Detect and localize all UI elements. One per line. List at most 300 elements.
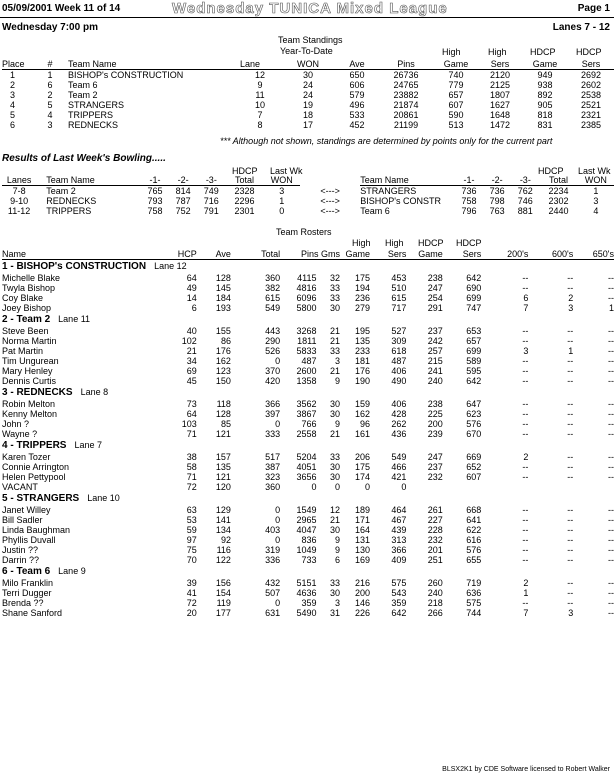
- player-ave: 176: [215, 346, 231, 356]
- player-gms: 30: [330, 472, 341, 482]
- results-team: TRIPPERS: [46, 206, 92, 216]
- player-ave: 129: [215, 505, 231, 515]
- player-name: Tim Ungurean: [2, 356, 59, 366]
- player-ave: 154: [215, 588, 231, 598]
- standings-won: 30: [302, 70, 313, 80]
- results-team2: BISHOP's CONSTR: [360, 196, 442, 206]
- team-header-row: [2, 565, 614, 578]
- player-ave: 121: [215, 429, 231, 439]
- player-hdcp-sers: 636: [466, 588, 482, 598]
- player-pins: 5800: [296, 303, 317, 313]
- player-hcp: 45: [186, 376, 197, 386]
- results-won2: 1: [593, 186, 599, 196]
- player-hdcp-sers: 690: [466, 283, 482, 293]
- player-total: 319: [265, 545, 281, 555]
- team-header-row: [2, 313, 614, 326]
- player-hcp: 97: [186, 535, 197, 545]
- player-name: Darrin ??: [2, 555, 40, 565]
- results-g1b: 736: [461, 186, 477, 196]
- standings-hdcp-game: 949: [537, 70, 553, 80]
- standings-pins: 24765: [393, 80, 419, 90]
- ros-col-hcp: HCP: [167, 249, 197, 260]
- player-hcp: 58: [186, 462, 197, 472]
- results-g2b: 798: [489, 196, 505, 206]
- player-200s: --: [522, 462, 529, 472]
- player-650s: --: [608, 505, 614, 515]
- player-high-game: 176: [354, 366, 371, 376]
- player-name: VACANT: [2, 482, 38, 492]
- player-200s: --: [522, 472, 529, 482]
- ros-col-pins-gms: Pins Gms: [280, 249, 340, 260]
- player-600s: --: [567, 399, 574, 409]
- player-row: [2, 429, 614, 439]
- player-hdcp-sers: 641: [466, 515, 482, 525]
- col-ave: Ave: [336, 59, 378, 70]
- player-hcp: 64: [186, 273, 197, 283]
- col-pins: Pins: [378, 59, 434, 70]
- player-600s: --: [567, 429, 574, 439]
- player-pins: 4816: [296, 283, 317, 293]
- player-high-sers: 313: [391, 535, 407, 545]
- results-g1: 765: [147, 186, 163, 196]
- player-high-game: 279: [354, 303, 371, 313]
- standings-lane: 9: [257, 80, 263, 90]
- player-hcp: 38: [186, 452, 197, 462]
- player-high-game: 169: [354, 555, 371, 565]
- player-name: Bill Sadler: [2, 515, 43, 525]
- player-high-game: 162: [354, 409, 371, 419]
- player-hdcp-sers: 668: [466, 505, 482, 515]
- player-hcp: 69: [186, 366, 197, 376]
- player-ave: 177: [215, 608, 231, 618]
- player-200s: --: [522, 376, 529, 386]
- player-high-sers: 406: [391, 399, 407, 409]
- player-hdcp-game: 291: [427, 303, 443, 313]
- player-high-game: 135: [354, 336, 371, 346]
- player-total: 0: [275, 419, 281, 429]
- player-ave: 122: [215, 555, 231, 565]
- player-650s: --: [608, 376, 614, 386]
- player-hcp: 72: [186, 482, 197, 492]
- player-pins: 3867: [296, 409, 317, 419]
- ros-col-600s: 600's: [528, 249, 573, 260]
- player-high-sers: 527: [391, 326, 407, 336]
- player-200s: 6: [523, 293, 529, 303]
- res-col2-g3: -3-: [511, 175, 539, 186]
- player-gms: 33: [330, 293, 341, 303]
- player-ave: 86: [220, 336, 231, 346]
- player-row: [2, 366, 614, 376]
- player-650s: --: [608, 535, 614, 545]
- player-pins: 1549: [296, 505, 317, 515]
- player-pins: 2965: [296, 515, 317, 525]
- team-header: [2, 565, 614, 578]
- results-g3: 791: [203, 206, 219, 216]
- player-hdcp-game: 260: [427, 578, 443, 588]
- player-name: Mary Henley: [2, 366, 53, 376]
- player-pins: 359: [301, 598, 317, 608]
- player-high-game: 146: [354, 598, 371, 608]
- player-name: Linda Baughman: [2, 525, 71, 535]
- player-total: 370: [265, 366, 281, 376]
- standings-ave: 452: [349, 120, 365, 130]
- standings-hdcp-sers: 2521: [580, 100, 602, 110]
- player-600s: --: [567, 598, 574, 608]
- player-gms: 9: [335, 376, 341, 386]
- player-gms: 21: [330, 429, 341, 439]
- player-name: Coy Blake: [2, 293, 44, 303]
- player-name: Pat Martin: [2, 346, 44, 356]
- res-col-vs: [300, 175, 360, 186]
- ros-col-650s: 650's: [573, 249, 614, 260]
- player-high-sers: 618: [391, 346, 407, 356]
- player-hdcp-game: 251: [427, 555, 443, 565]
- col-team-name: Team Name: [68, 59, 240, 70]
- player-200s: --: [522, 399, 529, 409]
- player-gms: 30: [330, 525, 341, 535]
- player-high-sers: 366: [391, 545, 407, 555]
- player-pins: 4047: [296, 525, 317, 535]
- player-hdcp-game: 247: [427, 283, 443, 293]
- player-gms: 3: [335, 598, 341, 608]
- player-high-sers: 467: [391, 515, 407, 525]
- results-won: 3: [279, 186, 285, 196]
- standings-high-sers: 1648: [489, 110, 511, 120]
- player-hdcp-sers: 642: [466, 273, 482, 283]
- player-name: Dennis Curtis: [2, 376, 57, 386]
- rosters-hdcp-label-2: HDCP: [456, 238, 482, 248]
- team-lane: Lane 11: [58, 314, 91, 324]
- player-gms: 33: [330, 578, 341, 588]
- standings-team-number: 2: [47, 90, 53, 100]
- player-name: Steve Been: [2, 326, 49, 336]
- results-lanes: 9-10: [10, 196, 29, 206]
- rosters-hdcp-label-1: HDCP: [418, 238, 444, 248]
- player-high-game: 181: [354, 356, 371, 366]
- player-high-game: 175: [354, 462, 371, 472]
- player-hcp: 102: [181, 336, 197, 346]
- player-gms: 21: [330, 336, 341, 346]
- player-hcp: 40: [186, 326, 197, 336]
- team-header-row: [2, 386, 614, 399]
- player-high-game: 190: [354, 376, 371, 386]
- player-pins: 3268: [296, 326, 317, 336]
- player-200s: --: [522, 273, 529, 283]
- ros-col-hdcp-game: Game: [406, 249, 442, 260]
- standings-won: 17: [302, 120, 313, 130]
- player-gms: 6: [335, 555, 341, 565]
- player-hdcp-game: 227: [427, 515, 443, 525]
- standings-team-name: Team 2: [68, 90, 98, 100]
- player-high-game: 233: [354, 346, 371, 356]
- player-200s: --: [522, 429, 529, 439]
- results-g3b: 746: [517, 196, 533, 206]
- results-won2: 3: [593, 196, 599, 206]
- player-200s: --: [522, 515, 529, 525]
- player-name: Kenny Melton: [2, 409, 58, 419]
- player-pins: 2600: [296, 366, 317, 376]
- player-pins: 2558: [296, 429, 317, 439]
- player-600s: --: [567, 283, 574, 293]
- player-600s: --: [567, 273, 574, 283]
- player-hdcp-game: 215: [427, 356, 443, 366]
- player-ave: 145: [215, 283, 231, 293]
- standings-team-name: BISHOP's CONSTRUCTION: [68, 70, 184, 80]
- player-600s: --: [567, 578, 574, 588]
- standings-lane: 7: [257, 110, 263, 120]
- player-650s: --: [608, 608, 614, 618]
- player-high-game: 175: [354, 273, 371, 283]
- standings-team-number: 6: [47, 80, 53, 90]
- player-hdcp-game: 261: [427, 505, 443, 515]
- player-hcp: 71: [186, 429, 197, 439]
- player-600s: 1: [568, 346, 574, 356]
- player-row: [2, 578, 614, 588]
- lanes-range: Lanes 7 - 12: [552, 22, 610, 33]
- player-650s: 1: [608, 303, 614, 313]
- player-hdcp-sers: 653: [466, 326, 482, 336]
- player-row: [2, 336, 614, 346]
- player-600s: 2: [568, 293, 574, 303]
- player-ave: 150: [215, 376, 231, 386]
- player-row: [2, 588, 614, 598]
- results-won2: 4: [593, 206, 599, 216]
- player-high-game: 226: [354, 608, 371, 618]
- player-hdcp-sers: 699: [466, 293, 482, 303]
- player-hdcp-sers: 747: [466, 303, 482, 313]
- standings-ave: 496: [349, 100, 365, 110]
- standings-high-game: 513: [448, 120, 464, 130]
- player-600s: --: [567, 366, 574, 376]
- standings-team-name: STRANGERS: [68, 100, 125, 110]
- player-pins: 1811: [297, 336, 317, 346]
- player-600s: --: [567, 555, 574, 565]
- player-pins: 5204: [296, 452, 317, 462]
- standings-hdcp-label-1: HDCP: [530, 47, 556, 57]
- player-ave: 141: [215, 515, 231, 525]
- player-pins: 3562: [296, 399, 317, 409]
- player-hcp: 41: [186, 588, 197, 598]
- standings-row: [2, 100, 614, 110]
- player-gms: 3: [335, 356, 341, 366]
- player-200s: 7: [523, 608, 529, 618]
- page-number: Page 1: [577, 3, 610, 14]
- standings-hdcp-game: 892: [537, 90, 553, 100]
- results-lanes: 11-12: [7, 206, 31, 216]
- player-hdcp-sers: 657: [466, 336, 482, 346]
- standings-high-label-2: High: [488, 47, 507, 57]
- col-lane: Lane: [240, 59, 280, 70]
- player-ave: 162: [215, 356, 231, 366]
- standings-team-name: REDNECKS: [68, 120, 119, 130]
- player-high-game: 194: [354, 283, 371, 293]
- player-row: [2, 535, 614, 545]
- player-name: Justin ??: [2, 545, 39, 555]
- player-200s: 3: [523, 346, 529, 356]
- player-650s: --: [608, 326, 614, 336]
- player-total: 420: [265, 376, 281, 386]
- res-col2-won: WON: [578, 175, 614, 186]
- results-row: [2, 206, 614, 216]
- player-pins: 487: [301, 356, 317, 366]
- player-high-game: 206: [354, 452, 371, 462]
- res-col-lanes: Lanes: [2, 175, 36, 186]
- ros-col-high-game: Game: [340, 249, 370, 260]
- team-header: [2, 492, 614, 505]
- player-650s: --: [608, 336, 614, 346]
- player-650s: --: [608, 578, 614, 588]
- standings-team-name: Team 6: [68, 80, 98, 90]
- standings-high-game: 740: [448, 70, 464, 80]
- player-gms: 33: [330, 346, 341, 356]
- player-pins: 4636: [296, 588, 317, 598]
- player-200s: --: [522, 366, 529, 376]
- rosters-high-label-2: High: [385, 238, 404, 248]
- player-high-game: 161: [354, 429, 371, 439]
- standings-high-label-1: High: [442, 47, 461, 57]
- player-total: 0: [275, 515, 281, 525]
- standings-hdcp-game: 905: [537, 100, 553, 110]
- player-name: Connie Arrington: [2, 462, 70, 472]
- player-high-game: 131: [354, 535, 371, 545]
- player-200s: --: [522, 419, 529, 429]
- player-high-sers: 543: [391, 588, 407, 598]
- standings-hdcp-game: 818: [537, 110, 553, 120]
- player-hcp: 53: [186, 515, 197, 525]
- standings-high-game: 607: [448, 100, 464, 110]
- standings-row: [2, 70, 614, 81]
- player-600s: --: [567, 356, 574, 366]
- player-gms: 12: [330, 505, 341, 515]
- player-hdcp-sers: 652: [466, 462, 482, 472]
- player-high-game: 189: [354, 505, 371, 515]
- results-lanes: 7-8: [12, 186, 26, 196]
- player-hcp: 63: [186, 505, 197, 515]
- player-pins: 733: [301, 555, 317, 565]
- player-hdcp-sers: 655: [466, 555, 482, 565]
- player-ave: 157: [215, 452, 231, 462]
- player-600s: --: [567, 462, 574, 472]
- player-total: 517: [265, 452, 281, 462]
- results-vs: <--->: [320, 185, 340, 196]
- standings-lane: 10: [254, 100, 265, 110]
- player-high-sers: 575: [391, 578, 407, 588]
- player-row: [2, 303, 614, 313]
- results-total2: 2440: [548, 206, 569, 216]
- standings-place: 4: [10, 100, 16, 110]
- results-vs: <--->: [320, 206, 340, 216]
- player-650s: --: [608, 515, 614, 525]
- standings-lane: 8: [257, 120, 263, 130]
- player-high-game: 195: [354, 326, 371, 336]
- results-total: 2301: [234, 206, 255, 216]
- player-gms: 30: [330, 409, 341, 419]
- player-650s: [573, 482, 614, 492]
- results-lastwk-label-1: Last Wk: [270, 166, 303, 176]
- results-table: [2, 175, 614, 216]
- standings-won: 19: [302, 100, 313, 110]
- results-g1: 758: [147, 206, 163, 216]
- team-name: 2 - Team 2: [2, 314, 51, 325]
- results-g3: 749: [203, 186, 219, 196]
- player-gms: 21: [330, 366, 341, 376]
- results-g1: 793: [147, 196, 163, 206]
- player-hdcp-sers: 576: [466, 419, 482, 429]
- standings-high-sers: 1627: [489, 100, 511, 110]
- player-hdcp-game: 201: [427, 545, 443, 555]
- player-200s: --: [522, 545, 529, 555]
- standings-high-game: 590: [448, 110, 464, 120]
- team-name: 5 - STRANGERS: [2, 493, 80, 504]
- player-high-sers: 406: [391, 366, 407, 376]
- player-hdcp-game: 225: [427, 409, 443, 419]
- date-week: 05/09/2001 Week 11 of 14: [2, 3, 121, 14]
- player-hdcp-sers: 622: [466, 525, 482, 535]
- standings-high-sers: 2125: [489, 80, 511, 90]
- player-ave: 128: [215, 409, 231, 419]
- standings-won: 24: [302, 90, 313, 100]
- results-vs: <--->: [320, 196, 340, 206]
- player-600s: --: [567, 419, 574, 429]
- day-time: Wednesday 7:00 pm: [2, 22, 98, 33]
- standings-hdcp-sers: 2385: [580, 120, 602, 130]
- player-200s: --: [522, 326, 529, 336]
- player-total: 323: [265, 472, 281, 482]
- team-name: 6 - Team 6: [2, 566, 51, 577]
- results-hdcp-label-1: HDCP: [232, 166, 258, 176]
- player-hdcp-game: 240: [427, 376, 443, 386]
- player-650s: --: [608, 356, 614, 366]
- player-name: John ?: [2, 419, 30, 429]
- player-600s: --: [567, 588, 574, 598]
- player-600s: --: [567, 535, 574, 545]
- standings-title: Team Standings: [278, 35, 343, 45]
- res-col2-g2: -2-: [483, 175, 511, 186]
- player-hdcp-game: 247: [427, 452, 443, 462]
- player-hdcp-sers: [443, 482, 482, 492]
- player-600s: --: [567, 515, 574, 525]
- results-team2: Team 6: [360, 206, 390, 216]
- player-total: 631: [265, 608, 281, 618]
- player-name: Karen Tozer: [2, 452, 51, 462]
- player-high-sers: 309: [391, 336, 407, 346]
- results-team: Team 2: [46, 186, 76, 196]
- player-pins: 5490: [296, 608, 317, 618]
- player-row: [2, 608, 614, 618]
- results-title: Results of Last Week's Bowling.....: [2, 153, 166, 164]
- player-hdcp-game: 200: [427, 419, 443, 429]
- standings-hdcp-label-2: HDCP: [576, 47, 602, 57]
- player-name: Norma Martin: [2, 336, 57, 346]
- player-high-game: 171: [354, 515, 371, 525]
- player-gms: 32: [330, 273, 341, 283]
- player-row: [2, 356, 614, 366]
- player-650s: --: [608, 429, 614, 439]
- standings-pins: 21199: [393, 120, 419, 130]
- results-won: 0: [279, 206, 285, 216]
- standings-team-number: 4: [47, 110, 53, 120]
- player-200s: --: [522, 505, 529, 515]
- player-hcp: 70: [186, 555, 197, 565]
- player-high-sers: 490: [391, 376, 407, 386]
- player-total: 403: [265, 525, 281, 535]
- player-high-sers: 549: [391, 452, 407, 462]
- player-gms: 21: [330, 326, 341, 336]
- player-row: [2, 293, 614, 303]
- standings-ave: 650: [349, 70, 365, 80]
- player-total: 549: [265, 303, 281, 313]
- player-600s: 3: [568, 608, 574, 618]
